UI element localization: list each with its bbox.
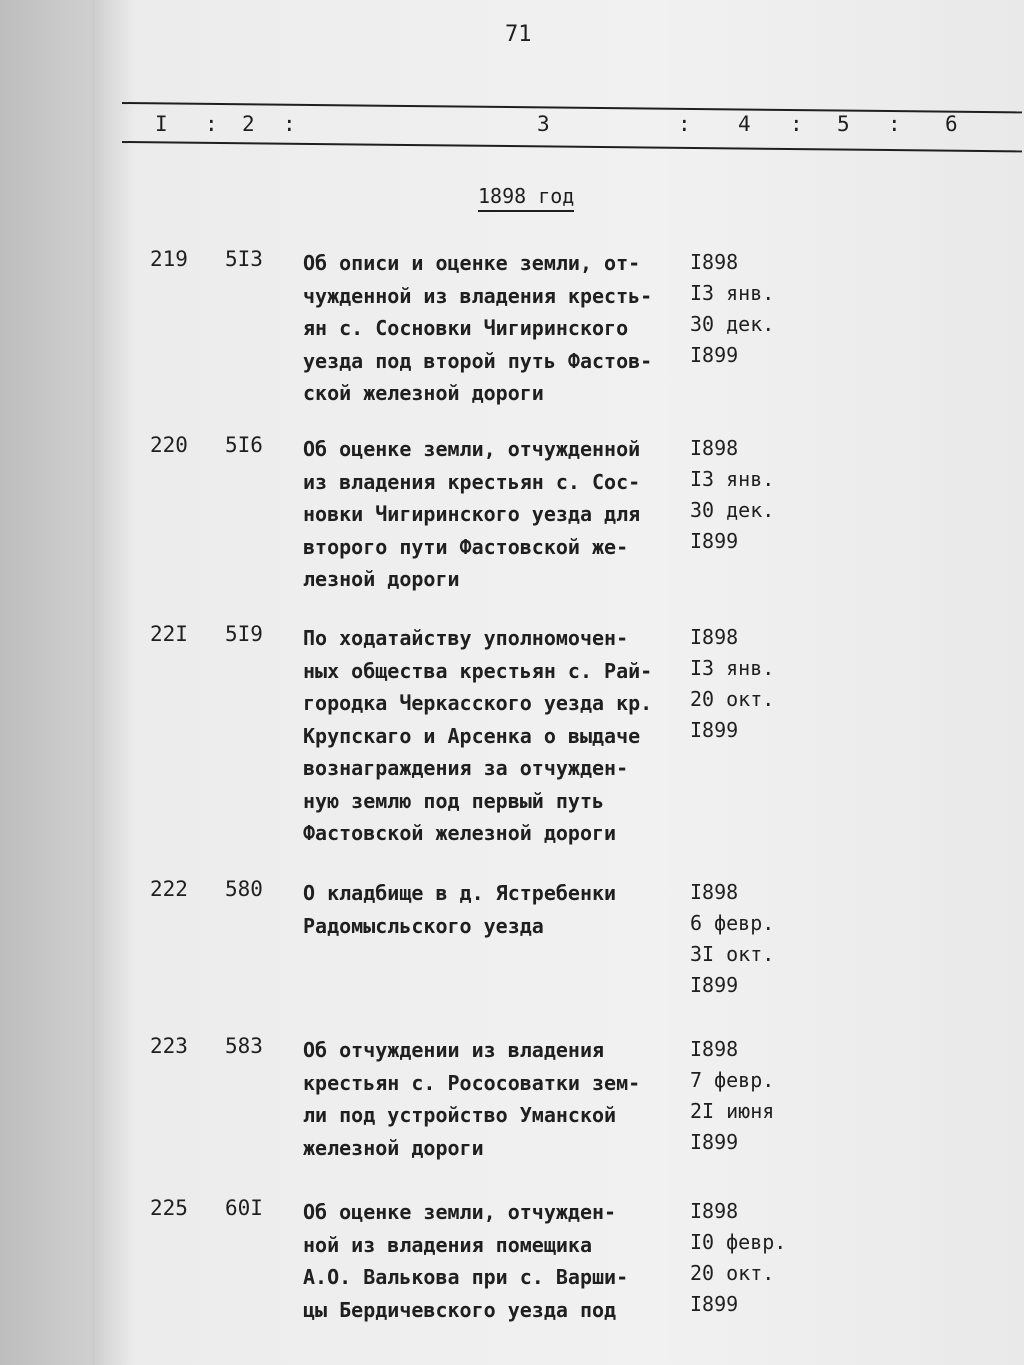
file-number: 5I6 [225, 433, 263, 457]
column-header-5: 5 [837, 112, 851, 136]
file-number: 583 [225, 1034, 263, 1058]
entry-number: 223 [150, 1034, 188, 1058]
entry-dates: I898 6 февр. 3I окт. I899 [690, 880, 775, 997]
entry-title: Об описи и оценке земли, от- чужденной из владения кресть- ян с. Сосновки Чигиринского уезда под второй путь Фастов- ской железной дороги [303, 251, 653, 405]
column-separator: : [678, 112, 692, 136]
column-separator: : [790, 112, 804, 136]
column-header-6: 6 [945, 112, 959, 136]
entry-number: 225 [150, 1196, 188, 1220]
column-header-2: 2 [242, 112, 256, 136]
year-heading: 1898 год [478, 184, 574, 212]
entry-title: По ходатайству уполномочен- ных общества крестьян с. Рай- городка Черкасского уезда кр. Крупскаго и Арсенка о выдаче вознаграждения за отчужден- ную землю под первый путь Фастовской железной дороги [303, 626, 653, 845]
entry-title: О кладбище в д. Ястребенки Радомысльского уезда [303, 881, 617, 938]
file-number: 5I3 [225, 247, 263, 271]
entry-dates: I898 I3 янв. 20 окт. I899 [690, 625, 775, 742]
previous-page-edge [0, 0, 110, 1365]
file-number: 580 [225, 877, 263, 901]
page-number: 71 [505, 22, 532, 47]
file-number: 60I [225, 1196, 263, 1220]
entry-dates: I898 I3 янв. 30 дек. I899 [690, 436, 775, 553]
entry-dates: I898 7 февр. 2I июня I899 [690, 1037, 775, 1154]
column-separator: : [888, 112, 902, 136]
entry-title: Об отчуждении из владения крестьян с. Рососоватки зем- ли под устройство Уманской железной дороги [303, 1038, 641, 1160]
column-header-4: 4 [738, 112, 752, 136]
column-header-1: I [155, 112, 169, 136]
entry-number: 219 [150, 247, 188, 271]
file-number: 5I9 [225, 622, 263, 646]
entry-number: 220 [150, 433, 188, 457]
entry-dates: I898 I0 февр. 20 окт. I899 [690, 1199, 787, 1316]
column-separator: : [283, 112, 297, 136]
entry-number: 22I [150, 622, 188, 646]
column-separator: : [205, 112, 219, 136]
entry-title: Об оценке земли, отчужден- ной из владения помещика А.О. Валькова при с. Варши- цы Бердичевского уезда под [303, 1200, 629, 1322]
entry-title: Об оценке земли, отчужденной из владения крестьян с. Сос- новки Чигиринского уезда для второго пути Фастовской же- лезной дороги [303, 437, 641, 591]
entry-number: 222 [150, 877, 188, 901]
column-header-3: 3 [537, 112, 551, 136]
entry-dates: I898 I3 янв. 30 дек. I899 [690, 250, 775, 367]
